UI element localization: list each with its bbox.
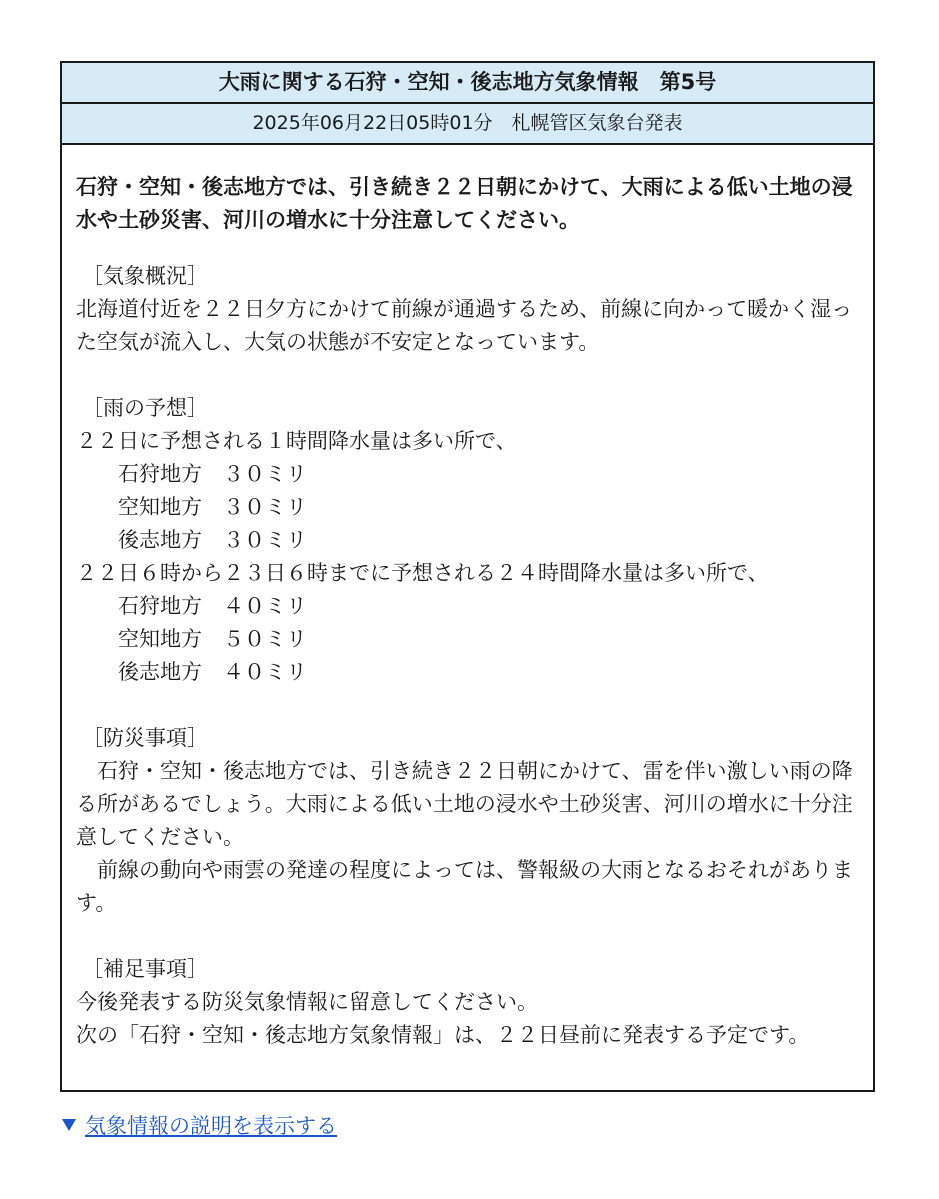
- show-explanation-link-label: 気象情報の説明を表示する: [85, 1114, 337, 1138]
- spacer: [76, 689, 859, 722]
- bulletin-content: [62, 145, 873, 1052]
- disaster-prevention-paragraph-2: 前線の動向や雨雲の発達の程度によっては、警報級の大雨となるおそれがあります。: [76, 858, 853, 915]
- supplementary-label: ［補足事項］: [82, 957, 208, 981]
- disaster-prevention-label: ［防災事項］: [82, 726, 208, 750]
- hourly-forecast-sorachi: 空知地方 ３０ミリ: [118, 495, 307, 519]
- daily-forecast-intro: ２２日６時から２３日６時までに予想される２４時間降水量は多い所で、: [76, 561, 769, 585]
- overview-text: 北海道付近を２２日夕方にかけて前線が通過するため、前線に向かって暖かく湿った空気が流入し、大気の状態が不安定となっています。: [76, 297, 853, 354]
- rain-forecast-label: ［雨の予想］: [82, 396, 208, 420]
- hourly-forecast-intro: ２２日に予想される１時間降水量は多い所で、: [76, 429, 517, 453]
- disaster-prevention-paragraph-1: 石狩・空知・後志地方では、引き続き２２日朝にかけて、雷を伴い激しい雨の降る所があるでしょう。大雨による低い土地の浸水や土砂災害、河川の増水に十分注意してください。: [76, 759, 853, 849]
- bulletin-title: 大雨に関する石狩・空知・後志地方気象情報 第5号: [62, 63, 873, 104]
- bulletin-headline: 石狩・空知・後志地方では、引き続き２２日朝にかけて、大雨による低い土地の浸水や土砂災害、河川の増水に十分注意してください。: [76, 175, 853, 232]
- bulletin-issued-info: 2025年06月22日05時01分 札幌管区気象台発表: [62, 104, 873, 145]
- rain-forecast-section: [76, 392, 859, 689]
- daily-forecast-shiribeshi: 後志地方 ４０ミリ: [118, 660, 307, 684]
- supplementary-line-2: 次の「石狩・空知・後志地方気象情報」は、２２日昼前に発表する予定です。: [76, 1023, 810, 1047]
- disaster-prevention-section: [76, 722, 859, 920]
- overview-label: ［気象概況］: [82, 264, 208, 288]
- spacer: [76, 920, 859, 953]
- daily-forecast-ishikari: 石狩地方 ４０ミリ: [118, 594, 307, 618]
- daily-forecast-sorachi: 空知地方 ５０ミリ: [118, 627, 307, 651]
- hourly-forecast-ishikari: 石狩地方 ３０ミリ: [118, 462, 307, 486]
- hourly-forecast-shiribeshi: 後志地方 ３０ミリ: [118, 528, 307, 552]
- spacer: [76, 359, 859, 392]
- overview-section: [76, 260, 859, 359]
- triangle-down-icon: [62, 1119, 76, 1131]
- show-explanation-link[interactable]: [62, 1111, 337, 1141]
- weather-bulletin: [60, 61, 875, 1092]
- supplementary-section: [76, 953, 859, 1052]
- supplementary-line-1: 今後発表する防災気象情報に留意してください。: [76, 990, 538, 1014]
